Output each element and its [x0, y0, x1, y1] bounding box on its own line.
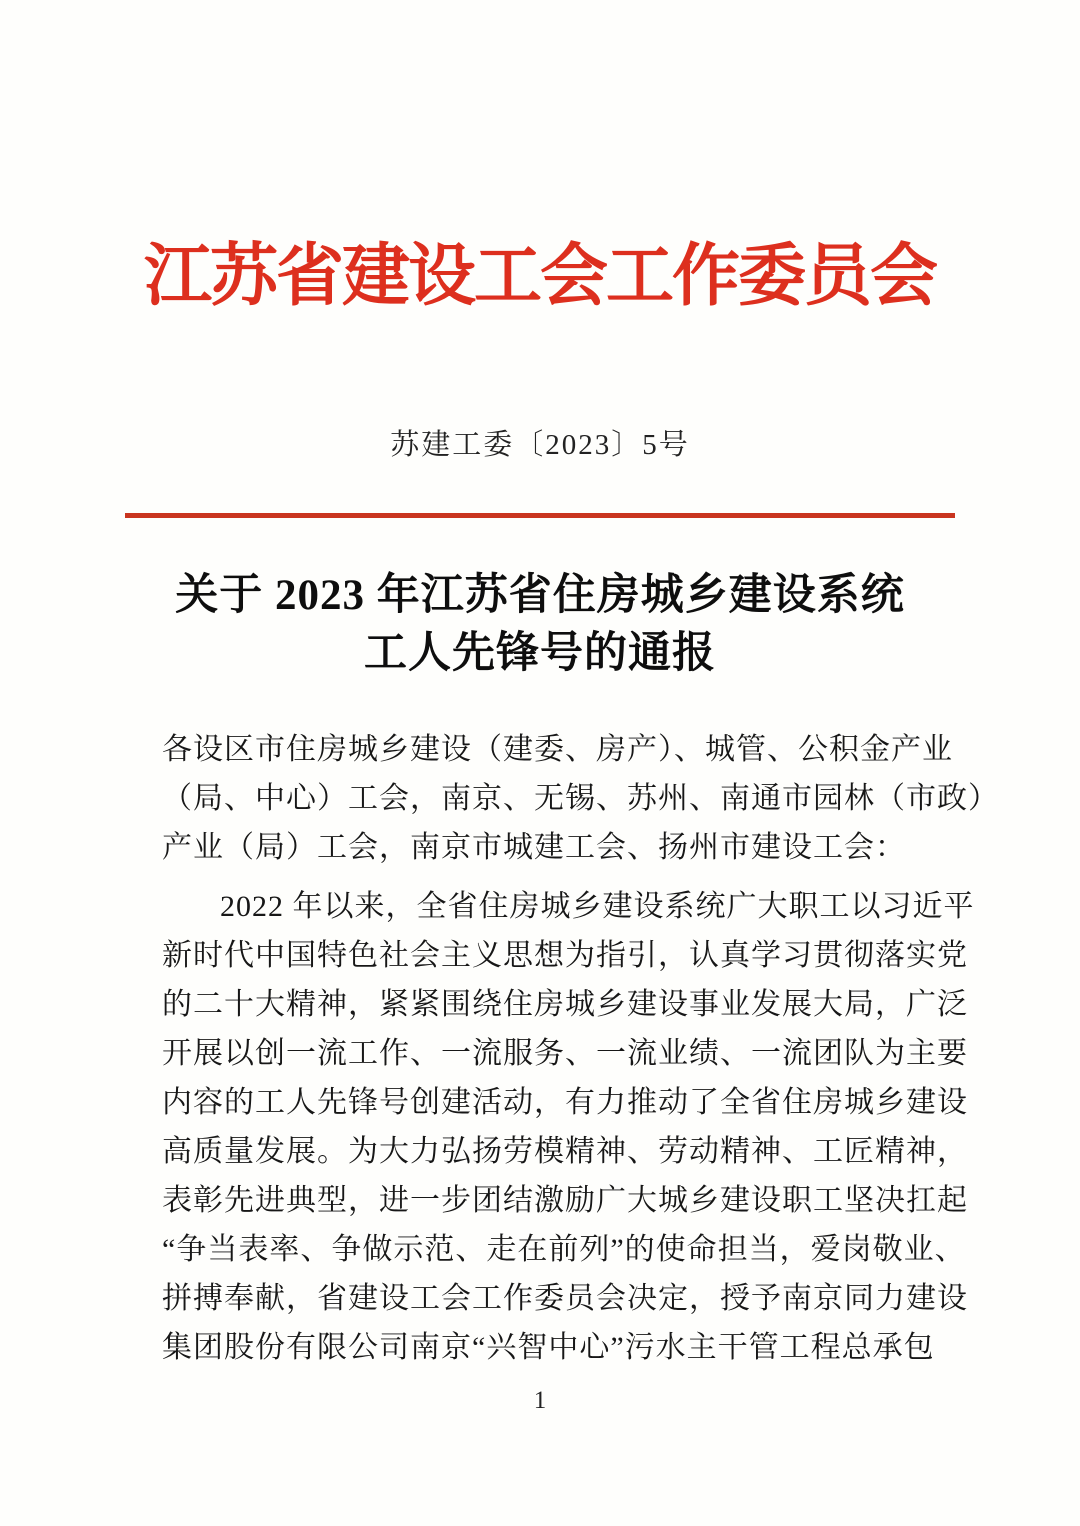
body-line: 表彰先进典型，进一步团结激励广大城乡建设职工坚决扛起	[162, 1184, 968, 1217]
body-line: 集团股份有限公司南京“兴智中心”污水主干管工程总承包	[162, 1331, 935, 1364]
red-divider	[125, 513, 955, 518]
document-body	[162, 725, 999, 1372]
body-line: “争当表率、争做示范、走在前列”的使命担当，爱岗敬业、	[162, 1233, 966, 1266]
salutation-line: 产业（局）工会，南京市城建工会、扬州市建设工会：	[162, 831, 906, 864]
document-title-line1: 关于 2023 年江苏省住房城乡建设系统	[175, 572, 905, 619]
salutation-line: 各设区市住房城乡建设（建委、房产）、城管、公积金产业	[162, 733, 953, 766]
body-line: 拼搏奉献，省建设工会工作委员会决定，授予南京同力建设	[162, 1282, 968, 1315]
body-line: 高质量发展。为大力弘扬劳模精神、劳动精神、工匠精神，	[162, 1135, 968, 1168]
org-title: 江苏省建设工会工作委员会	[143, 238, 936, 314]
body-line: 内容的工人先锋号创建活动，有力推动了全省住房城乡建设	[162, 1086, 968, 1119]
doc-number: 苏建工委〔2023〕5号	[390, 429, 690, 461]
main-paragraph	[162, 882, 975, 1372]
document-title-line2: 工人先锋号的通报	[364, 630, 716, 677]
salutation-line: （局、中心）工会，南京、无锡、苏州、南通市园林（市政）	[162, 782, 999, 815]
body-line: 开展以创一流工作、一流服务、一流业绩、一流团队为主要	[162, 1037, 968, 1070]
page-number: 1	[533, 1387, 547, 1414]
document-title	[0, 567, 1080, 683]
salutation-paragraph	[162, 725, 999, 872]
body-line: 新时代中国特色社会主义思想为指引，认真学习贯彻落实党	[162, 939, 968, 972]
body-line: 2022 年以来，全省住房城乡建设系统广大职工以习近平	[220, 890, 975, 923]
body-line: 的二十大精神，紧紧围绕住房城乡建设事业发展大局，广泛	[162, 988, 968, 1021]
